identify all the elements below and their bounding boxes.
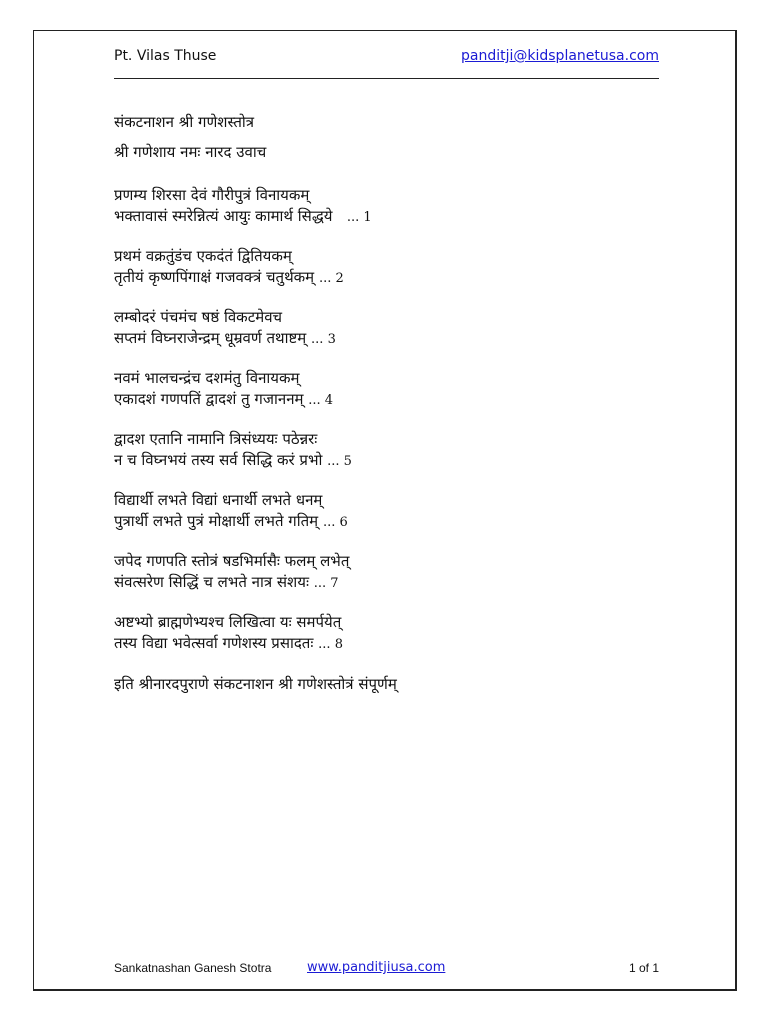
verse-text: तृतीयं कृष्णपिंगाक्षं गजवक्त्रं चतुर्थकम् [114,268,315,286]
verse-text: पुत्रार्थी लभते पुत्रं मोक्षार्थी लभते गतिम् [114,512,319,530]
footer-title: Sankatnashan Ganesh Stotra [114,961,272,975]
verse-line: विद्यार्थी लभते विद्यां धनार्थी लभते धनम् [114,491,323,509]
verse-text: तस्य विद्या भवेत्सर्वा गणेशस्य प्रसादतः [114,634,314,652]
page-number: 1 of 1 [628,961,659,975]
verse-line [114,450,674,472]
verse-line [114,389,674,411]
closing-line: इति श्रीनारदपुराणे संकटनाशन श्री गणेशस्तोत्रं संपूर्णम् [114,675,397,693]
verse-3 [114,307,674,350]
verse-line: नवमं भालचन्द्रंच दशमंतु विनायकम् [114,369,300,387]
verse-1 [114,185,674,228]
document-page [33,30,737,991]
verse-number: ... 1 [346,210,372,225]
verse-line: अष्टभ्यो ब्राह्मणेभ्यश्च लिखित्वा यः समर्पयेत् [114,613,342,631]
stotra-title: संकटनाशन श्री गणेशस्तोत्र [114,113,255,131]
verse-6 [114,490,674,533]
verse-text: भक्तावासं स्मरेन्नित्यं आयुः कामार्थ सिद्धये [114,207,333,225]
verse-text: संवत्सरेण सिद्धिं च लभते नात्र संशयः [114,573,309,591]
verse-text: एकादशं गणपतिं द्वादशं तु गजाननम् [114,390,304,408]
verse-4 [114,368,674,411]
verse-line: प्रथमं वक्रतुंडंच एकदंतं द्वितियकम् [114,247,292,265]
verse-line: द्वादश एतानि नामानि त्रिसंध्ययः पठेन्नरः [114,430,318,448]
verse-7 [114,551,674,594]
verse-line [114,206,674,228]
verse-number: ... 8 [318,637,343,652]
verse-line [114,572,674,594]
verse-number: ... 3 [311,332,336,347]
page-header [114,48,659,79]
verse-number: ... 7 [313,576,339,591]
verse-line: जपेद गणपति स्तोत्रं षडभिर्मासैः फलम् लभेत् [114,552,350,570]
author-name: Pt. Vilas Thuse [114,48,217,64]
verse-2 [114,246,674,289]
stotra-body [114,109,674,695]
verse-text: न च विघ्नभयं तस्य सर्व सिद्धि करं प्रभो [114,451,323,469]
verse-line [114,328,674,350]
verse-number: ... 2 [318,271,344,286]
verse-line [114,267,674,289]
verse-text: सप्तमं विघ्नराजेन्द्रम् धूम्रवर्ण तथाष्टम् [114,329,307,347]
verse-line: लम्बोदरं पंचमंच षष्ठं विकटमेवच [114,308,283,326]
website-link[interactable]: www.panditjiusa.com [307,960,446,975]
verse-8 [114,612,674,655]
verse-line [114,511,674,533]
verse-line [114,633,674,655]
verse-5 [114,429,674,472]
verse-number: ... 6 [322,515,348,530]
verse-line: प्रणम्य शिरसा देवं गौरीपुत्रं विनायकम् [114,186,310,204]
verse-number: ... 5 [327,454,352,469]
email-link[interactable]: panditji@kidsplanetusa.com [461,48,659,64]
verse-number: ... 4 [308,393,334,408]
salutation-line: श्री गणेशाय नमः नारद उवाच [114,143,267,161]
page-footer [114,961,659,981]
